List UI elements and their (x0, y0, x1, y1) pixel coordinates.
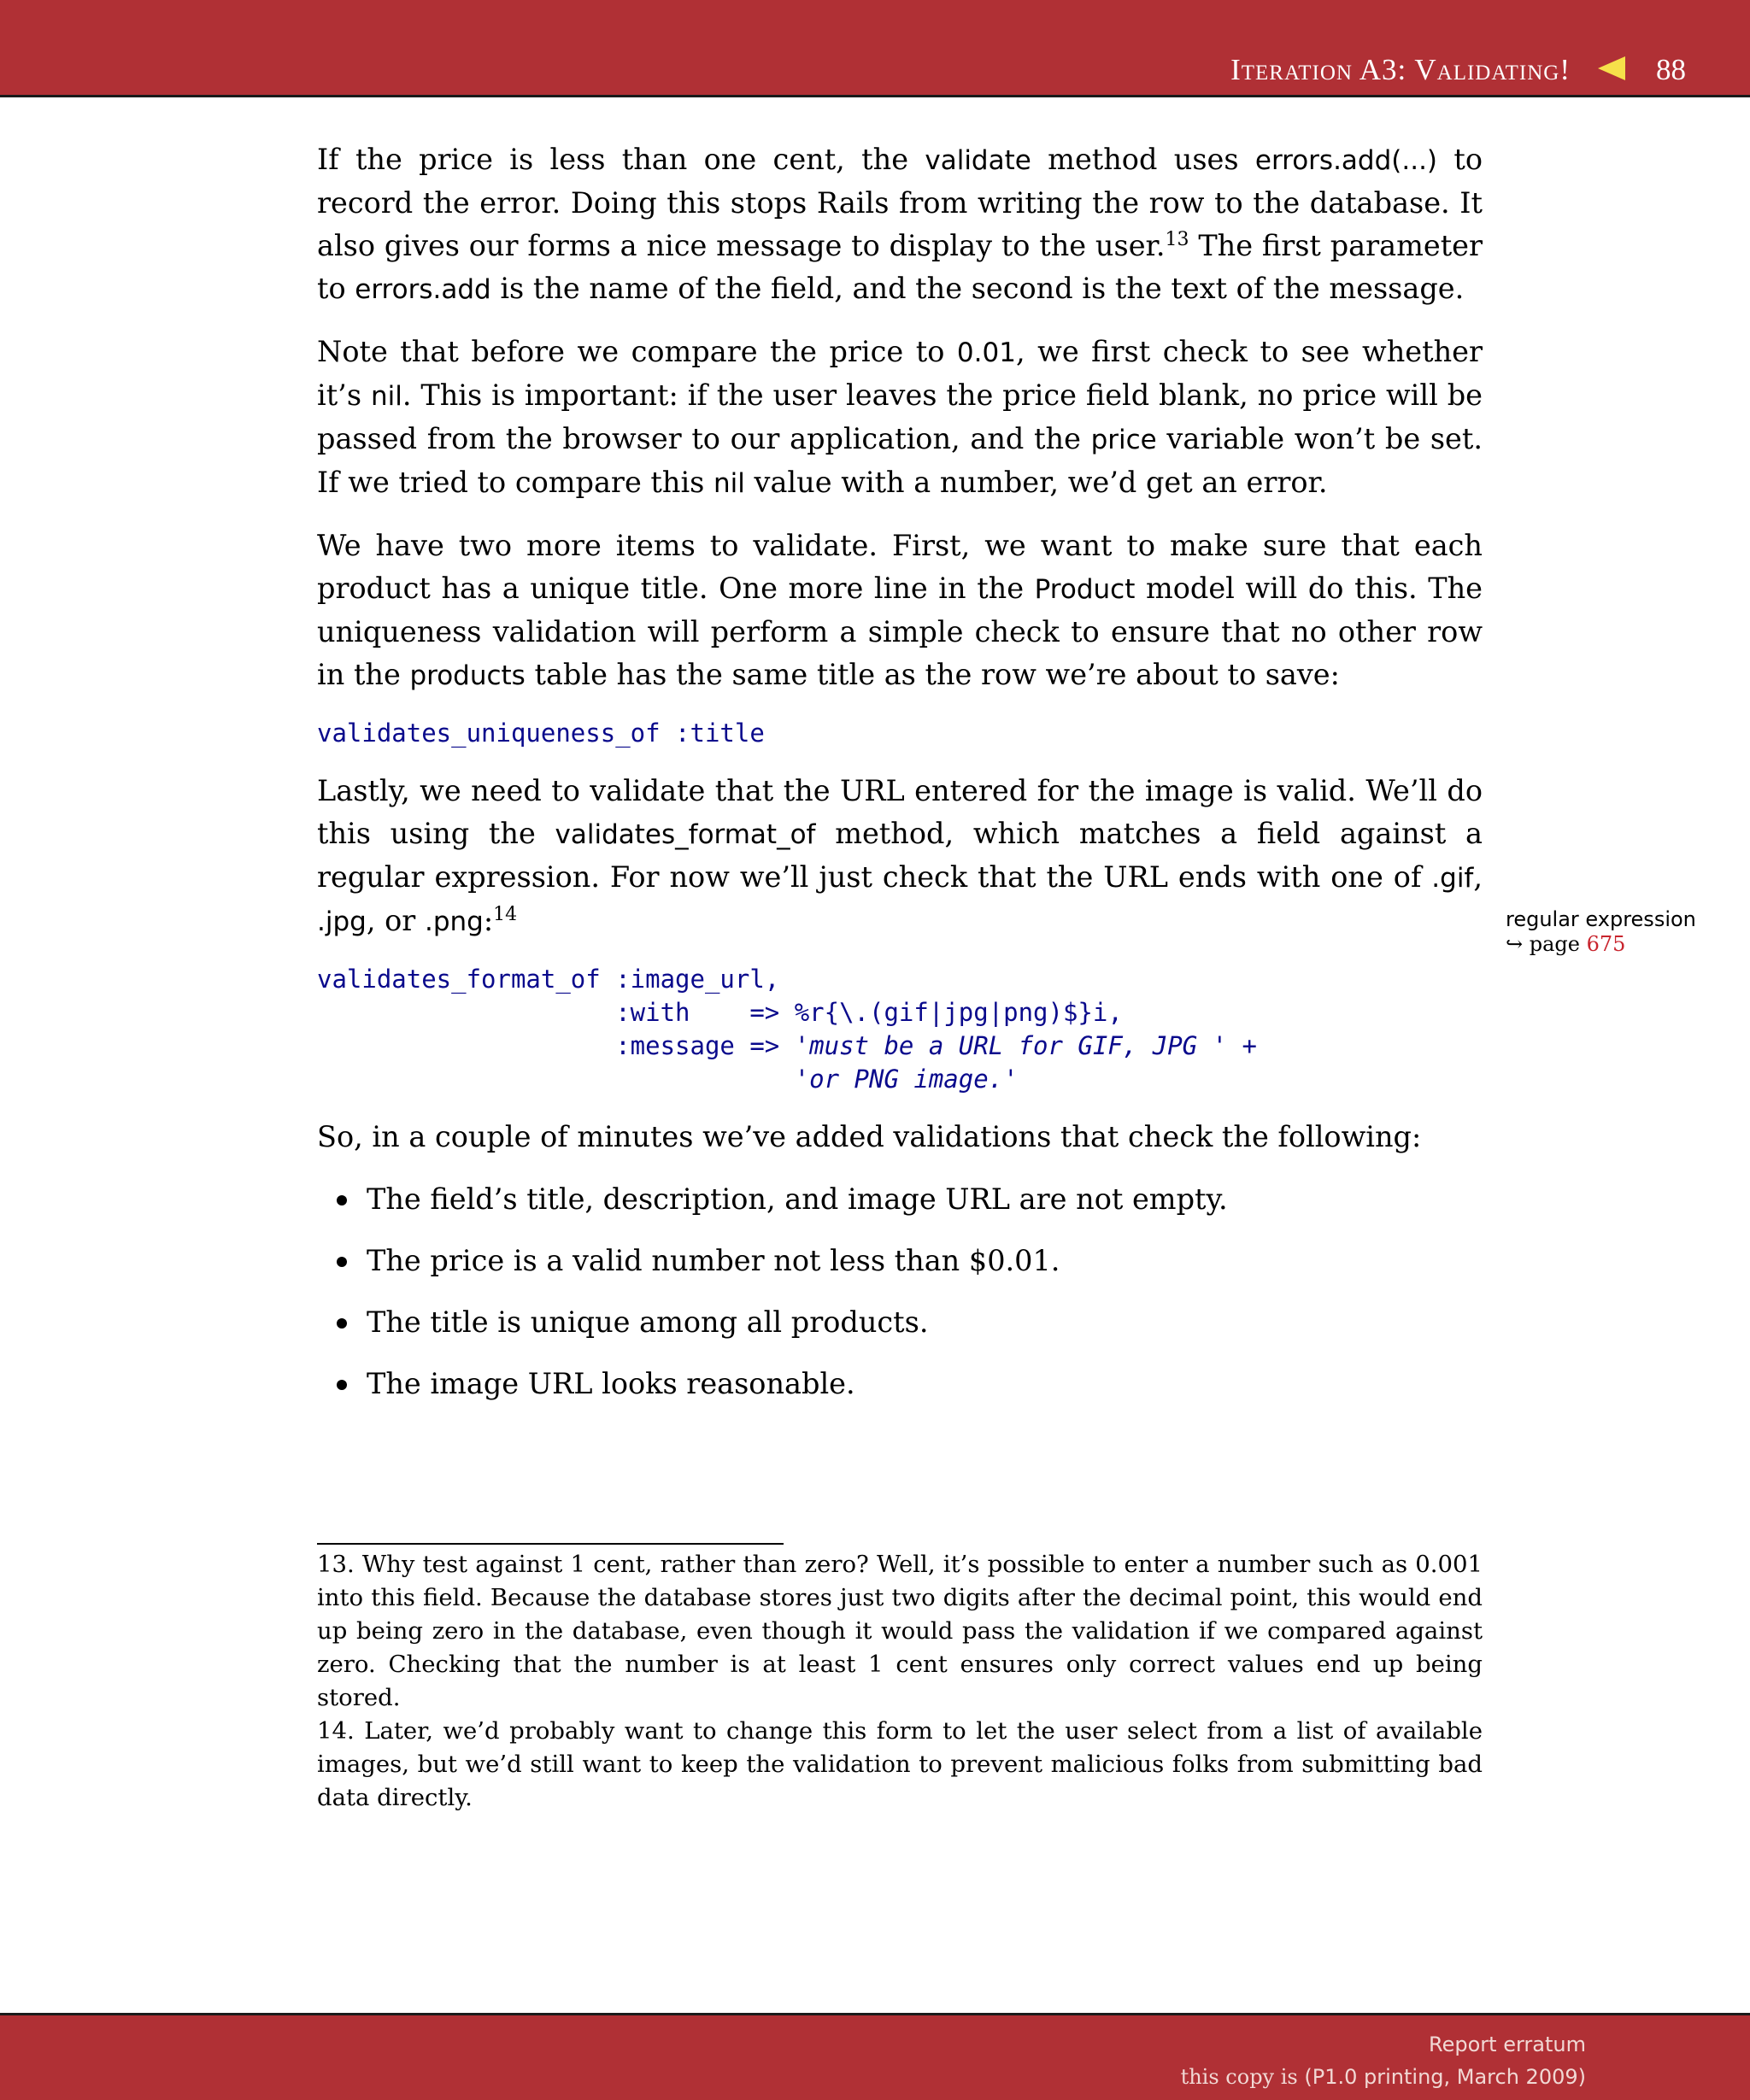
inline-code: errors.add (355, 274, 491, 305)
page-header (0, 0, 1750, 97)
code-string: 'or PNG image.' (794, 1065, 1019, 1094)
inline-code: nil (714, 468, 745, 499)
bullet-icon (337, 1318, 347, 1329)
chapter-title: Iteration A3: Validating! (1230, 53, 1571, 86)
list-item: The price is a valid number not less than $0.01. (367, 1240, 1483, 1282)
footnote-14: 14. Later, we’d probably want to change this form to let the user select from a list of available images, but we’d still want to keep the validation to prevent malicious folks from submitting bad data directly. (317, 1717, 1483, 1811)
footnote-divider (317, 1543, 784, 1545)
footnote-ref-14[interactable]: 14 (493, 903, 518, 925)
validation-list (317, 1178, 1483, 1405)
list-item: The field’s title, description, and image URL are not empty. (367, 1178, 1483, 1221)
paragraph-3: We have two more items to validate. First, we want to make sure that each product has a unique title. One more line in the Product model will do this. The uniqueness validation will perform a simple check to ensure that no other row in the products table has the same title as the row we’re about to save: (317, 529, 1483, 691)
margin-note-regex[interactable] (1506, 907, 1696, 957)
code-line: validates_format_of :image_url, (317, 965, 780, 994)
bullet-icon (337, 1257, 347, 1267)
page-footer (0, 2013, 1750, 2100)
list-item: The image URL looks reasonable. (367, 1363, 1483, 1405)
inline-code: nil (370, 381, 402, 412)
bullet-icon (337, 1195, 347, 1205)
inline-code: 0.01 (956, 337, 1016, 368)
bullet-icon (337, 1380, 347, 1390)
code-block-uniqueness: validates_uniqueness_of :title (317, 719, 765, 748)
paragraph-1: If the price is less than one cent, the validate method uses errors.add(...) to record the error. Doing this stops Rails from writing the row to the database. It also gives our forms a nice message to display to the user.$^{13}$ The first parameter to errors.add is the name of the field, and the second is the text of the message. (317, 143, 1483, 305)
copy-info: this copy is (P1.0 printing, March 2009) (1180, 2065, 1586, 2089)
code-block-format (317, 963, 1483, 1096)
footnotes (317, 1548, 1483, 1815)
code-line (317, 1063, 1483, 1096)
report-erratum-link[interactable]: Report erratum (1429, 2033, 1586, 2056)
footnote-ref-13[interactable]: 13 (1165, 228, 1189, 250)
back-arrow-icon[interactable] (1598, 56, 1625, 80)
margin-note-page-link[interactable]: ↪ page 675 (1506, 932, 1626, 956)
code-line: :with => %r{\.(gif|jpg|png)$}i, (317, 998, 1123, 1027)
inline-code: products (409, 660, 526, 691)
inline-code: Product (1034, 574, 1136, 605)
inline-code: validates_format_of (555, 819, 816, 850)
footnote-13: 13. Why test against 1 cent, rather than zero? Well, it’s possible to enter a number such as 0.001 into this field. Because the database stores just two digits after the decimal point, this would end up being zero in the database, even though it would pass the validation if we compared against zero. Checking that the number is at least 1 cent ensures only correct values end up being stored. (317, 1551, 1483, 1711)
paragraph-2: Note that before we compare the price to 0.01, we first check to see whether it’s nil. This is important: if the user leaves the price field blank, no price will be passed from the browser to our application, and the price variable won’t be set. If we tried to compare this nil value with a number, we’d get an error. (317, 335, 1483, 499)
inline-code: price (1090, 425, 1157, 455)
inline-code: .jpg (317, 906, 367, 937)
inline-code: errors.add(...) (1254, 145, 1438, 176)
margin-note-label: regular expression (1506, 907, 1696, 931)
code-string: 'must be a URL for GIF, JPG ' (794, 1031, 1228, 1060)
paragraph-5: So, in a couple of minutes we’ve added validations that check the following: (317, 1120, 1422, 1153)
code-line: :message => 'must be a URL for GIF, JPG ' + (317, 1031, 1257, 1060)
paragraph-4: Lastly, we need to validate that the URL entered for the image is valid. We’ll do this using the validates_format_of method, which matches a field against a regular expression. For now we’ll just check that the URL ends with one of .gif, .jpg, or .png:$^{14}$ (317, 774, 1483, 937)
page-number: 88 (1656, 53, 1686, 86)
inline-code: validate (925, 145, 1031, 176)
list-item: The title is unique among all products. (367, 1301, 1483, 1344)
inline-code: .png (424, 906, 484, 937)
main-text (317, 138, 1483, 1424)
inline-code: .gif (1431, 863, 1474, 894)
